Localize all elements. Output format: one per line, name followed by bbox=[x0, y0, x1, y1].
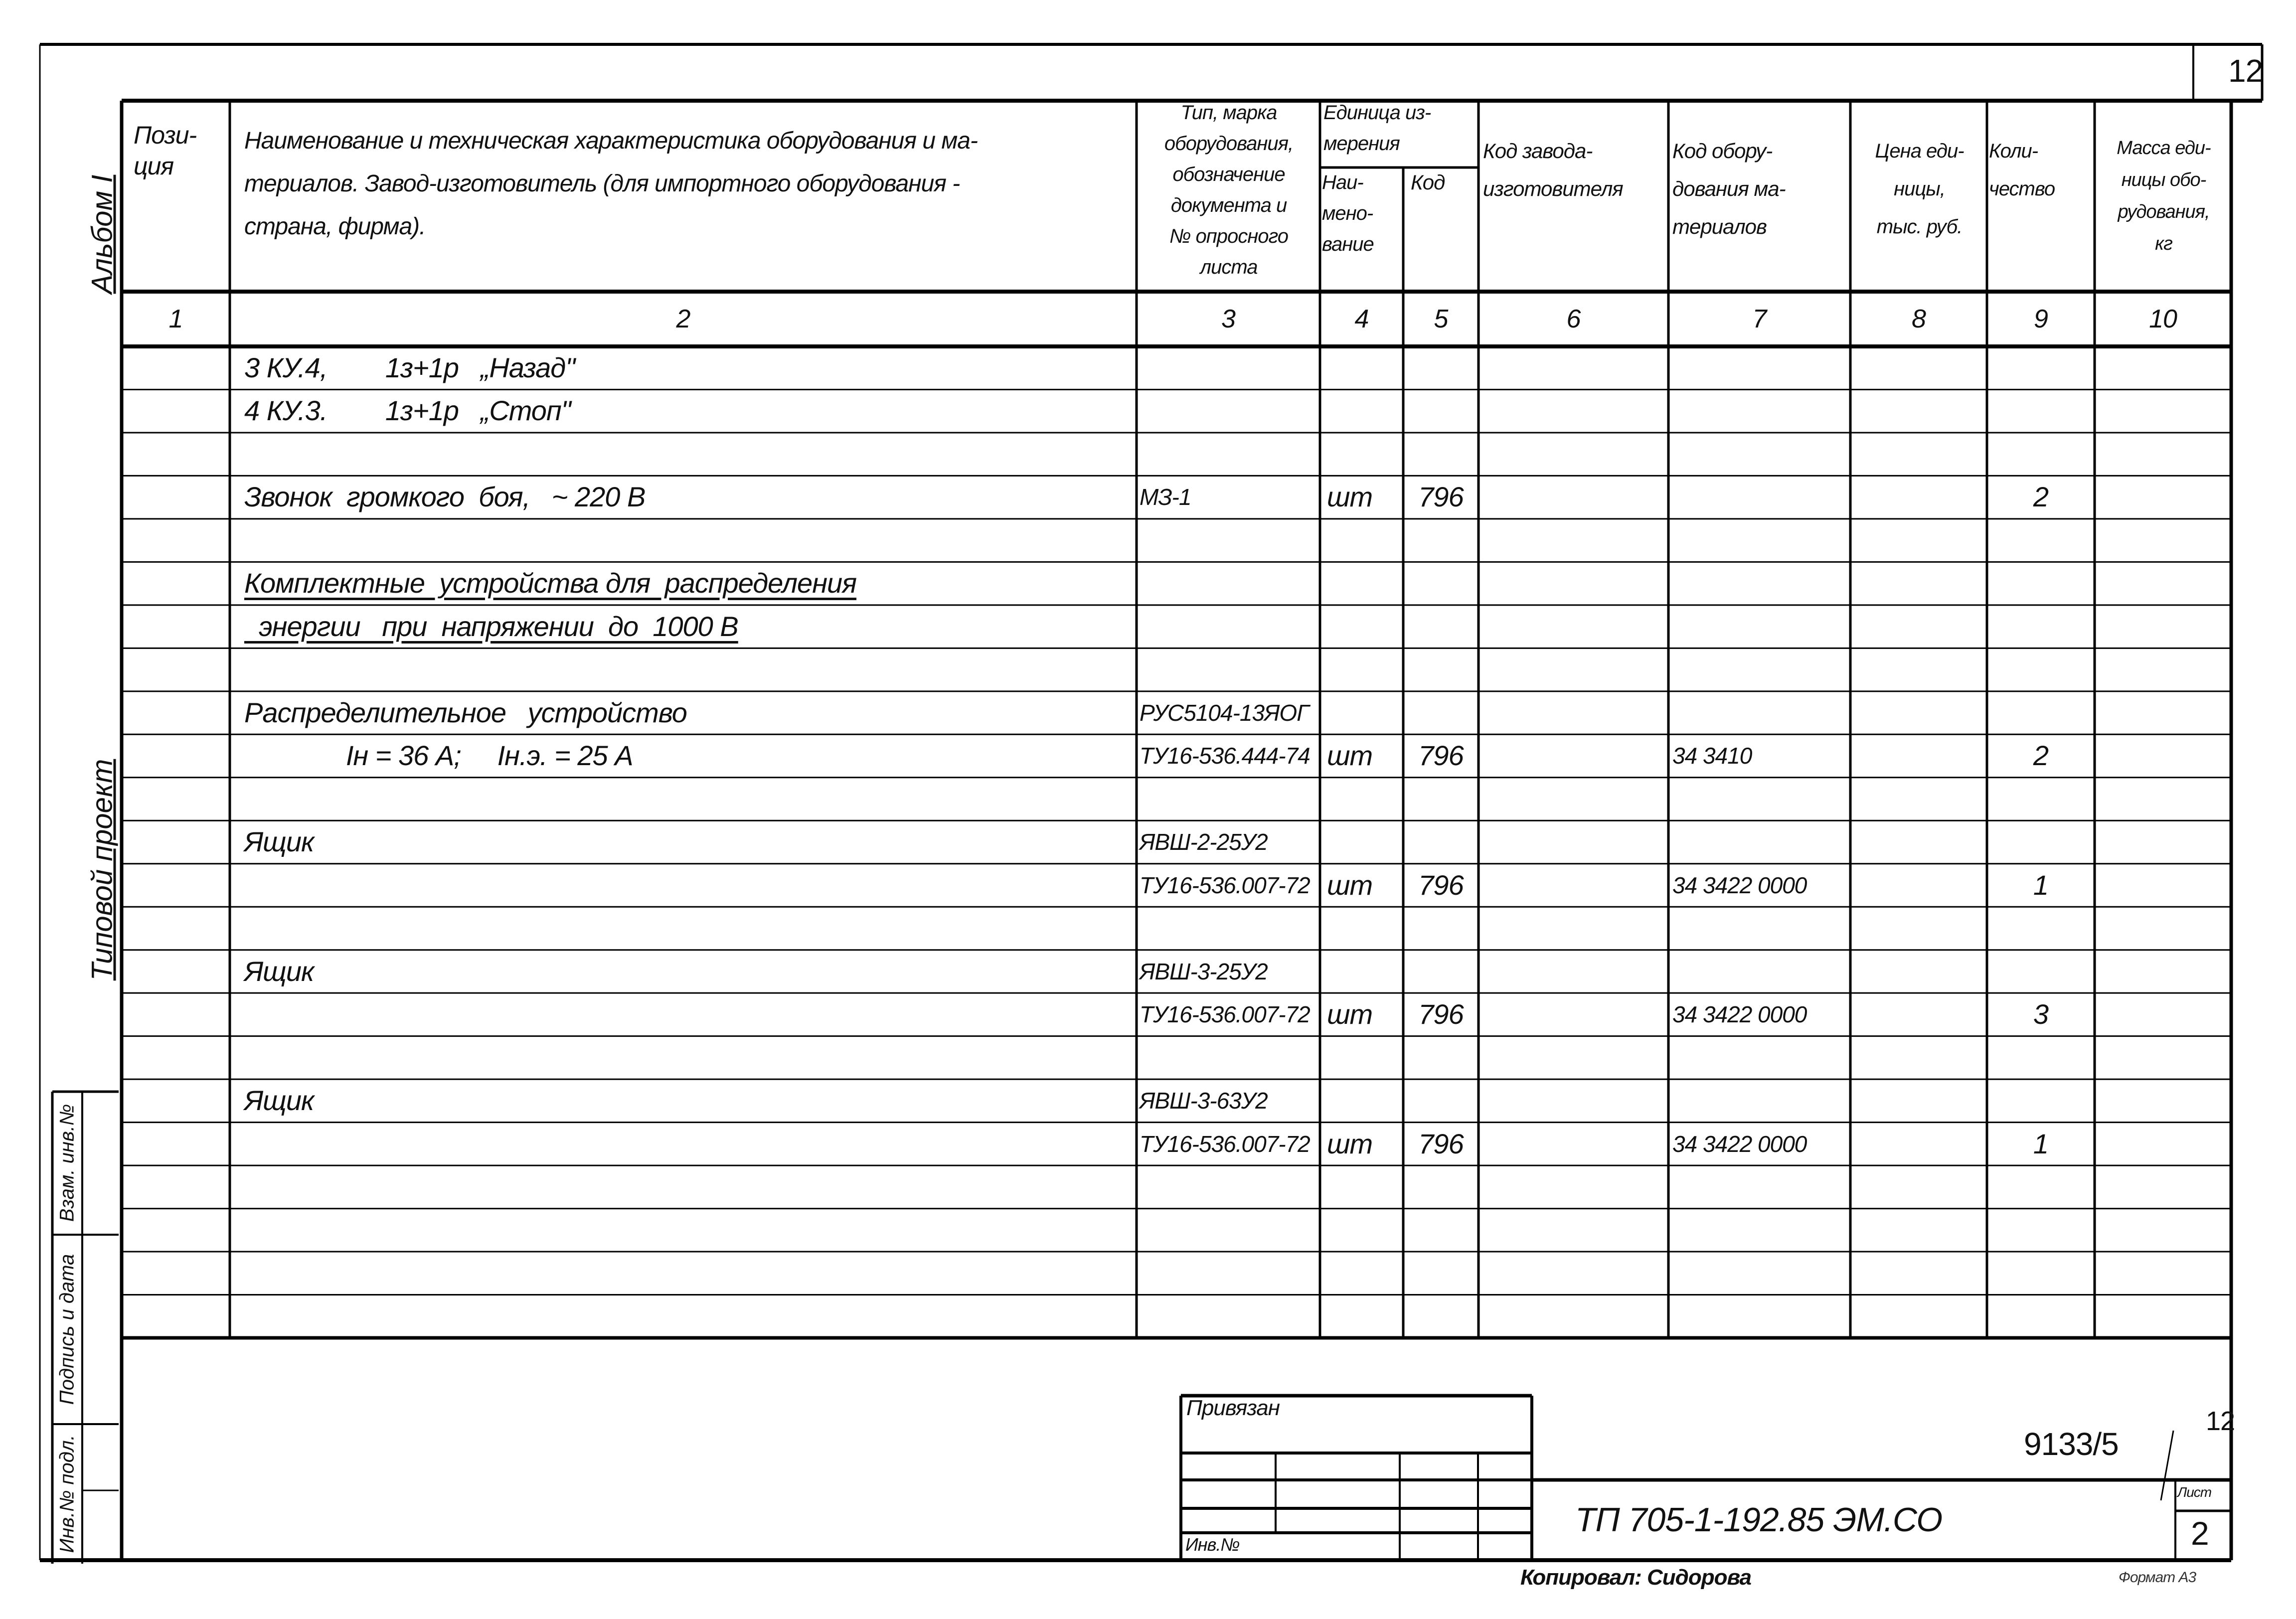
archive-number: 9133/5 bbox=[2024, 1426, 2119, 1462]
header-position: Пози- ция bbox=[134, 121, 197, 180]
item-material-code: 34 3422 0000 bbox=[1672, 1131, 1807, 1157]
column-number: 1 bbox=[168, 305, 183, 333]
item-name: Ящик bbox=[244, 1085, 314, 1117]
item-type: ТУ16-536.444-74 bbox=[1140, 743, 1310, 769]
item-material-code: 34 3422 0000 bbox=[1672, 1001, 1807, 1028]
header-unit-code: Код bbox=[1411, 170, 1445, 194]
column-number: 6 bbox=[1566, 305, 1581, 333]
header-name: Наименование и техническая характеристика оборудования и ма- териалов. Завод-изготовитель (для импортного оборудования - страна, фирма). bbox=[244, 128, 978, 240]
item-type: РУС5104-13ЯОГ bbox=[1140, 699, 1309, 726]
item-quantity: 1 bbox=[2033, 869, 2049, 901]
item-unit: шт bbox=[1327, 740, 1373, 772]
album-label: Альбом I bbox=[86, 174, 119, 294]
archive-page: 12 bbox=[2206, 1406, 2235, 1436]
item-name: 3 КУ.4, 1з+1р „Назад" bbox=[244, 352, 575, 383]
item-unit: шт bbox=[1327, 998, 1373, 1030]
column-number: 10 bbox=[2149, 305, 2177, 333]
copied-by: Копировал: Сидорова bbox=[1520, 1565, 1751, 1590]
item-quantity: 3 bbox=[2033, 998, 2049, 1030]
archive-slash bbox=[2161, 1431, 2173, 1500]
item-name: Звонок громкого боя, ~ 220 В bbox=[244, 481, 646, 513]
item-type: ТУ16-536.007-72 bbox=[1140, 1131, 1310, 1157]
sheet-label: Лист bbox=[2177, 1484, 2212, 1500]
column-number: 7 bbox=[1752, 305, 1767, 333]
column-number: 9 bbox=[2034, 305, 2048, 333]
item-quantity: 1 bbox=[2033, 1128, 2049, 1159]
item-name: Ящик bbox=[244, 826, 314, 858]
item-name: Комплектные устройства для распределения bbox=[244, 567, 857, 599]
item-name: Ящик bbox=[244, 955, 314, 987]
header-unit-price: Цена еди- ницы, тыс. руб. bbox=[1875, 140, 1964, 238]
item-name: Распределительное устройство bbox=[244, 696, 687, 728]
header-factory-code: Код завода- изготовителя bbox=[1483, 139, 1623, 200]
item-type: ТУ16-536.007-72 bbox=[1140, 1001, 1310, 1028]
item-quantity: 2 bbox=[2033, 740, 2049, 772]
item-unit-code: 796 bbox=[1418, 740, 1464, 772]
item-material-code: 34 3422 0000 bbox=[1672, 872, 1807, 898]
document-designation: ТП 705-1-192.85 ЭМ.СО bbox=[1575, 1501, 1943, 1539]
item-unit-code: 796 bbox=[1418, 869, 1464, 901]
column-number: 4 bbox=[1354, 305, 1369, 333]
sheet-number: 2 bbox=[2191, 1515, 2209, 1552]
item-material-code: 34 3410 bbox=[1672, 743, 1752, 769]
corner-page-number: 12 bbox=[2228, 53, 2263, 89]
item-name: 4 КУ.3. 1з+1р „Стоп" bbox=[244, 395, 571, 427]
header-unit-mass: Масса еди- ницы обо- рудования, кг bbox=[2117, 138, 2211, 254]
project-type-label: Типовой проект bbox=[86, 759, 119, 981]
item-type: ЯВШ-3-63У2 bbox=[1140, 1088, 1268, 1114]
item-type: МЗ-1 bbox=[1140, 484, 1191, 510]
item-name: энергии при напряжении до 1000 В bbox=[244, 610, 738, 642]
item-unit: шт bbox=[1327, 869, 1373, 901]
column-number: 2 bbox=[676, 305, 690, 333]
item-quantity: 2 bbox=[2033, 481, 2049, 513]
inv-no-label: Инв.№ bbox=[1185, 1534, 1240, 1555]
header-unit-name: Наи- мено- вание bbox=[1322, 171, 1374, 255]
header-type: Тип, марка оборудования, обозначение документа и № опросного листа bbox=[1164, 102, 1294, 278]
header-quantity: Коли- чество bbox=[1989, 140, 2055, 200]
item-type: ТУ16-536.007-72 bbox=[1140, 872, 1310, 898]
format-label: Формат А3 bbox=[2119, 1569, 2196, 1586]
replace-inv-label: Взам. инв.№ bbox=[56, 1104, 78, 1222]
item-unit: шт bbox=[1327, 1128, 1373, 1159]
item-name: Iн = 36 А; Iн.э. = 25 А bbox=[244, 740, 633, 772]
item-unit-code: 796 bbox=[1418, 481, 1464, 513]
item-type: ЯВШ-3-25У2 bbox=[1140, 958, 1268, 984]
item-unit-code: 796 bbox=[1418, 998, 1464, 1030]
signature-date-label: Подпись и дата bbox=[56, 1254, 78, 1405]
header-unit-group: Единица из- мерения bbox=[1323, 102, 1431, 155]
column-number: 8 bbox=[1912, 305, 1926, 333]
column-number: 5 bbox=[1434, 305, 1448, 333]
column-number: 3 bbox=[1221, 305, 1235, 333]
item-type: ЯВШ-2-25У2 bbox=[1140, 829, 1268, 855]
bound-label: Привязан bbox=[1186, 1396, 1280, 1420]
item-unit-code: 796 bbox=[1418, 1128, 1464, 1159]
inv-original-label: Инв.№ подл. bbox=[56, 1435, 78, 1553]
item-unit: шт bbox=[1327, 481, 1373, 513]
header-material-code: Код обору- дования ма- териалов bbox=[1672, 139, 1786, 238]
